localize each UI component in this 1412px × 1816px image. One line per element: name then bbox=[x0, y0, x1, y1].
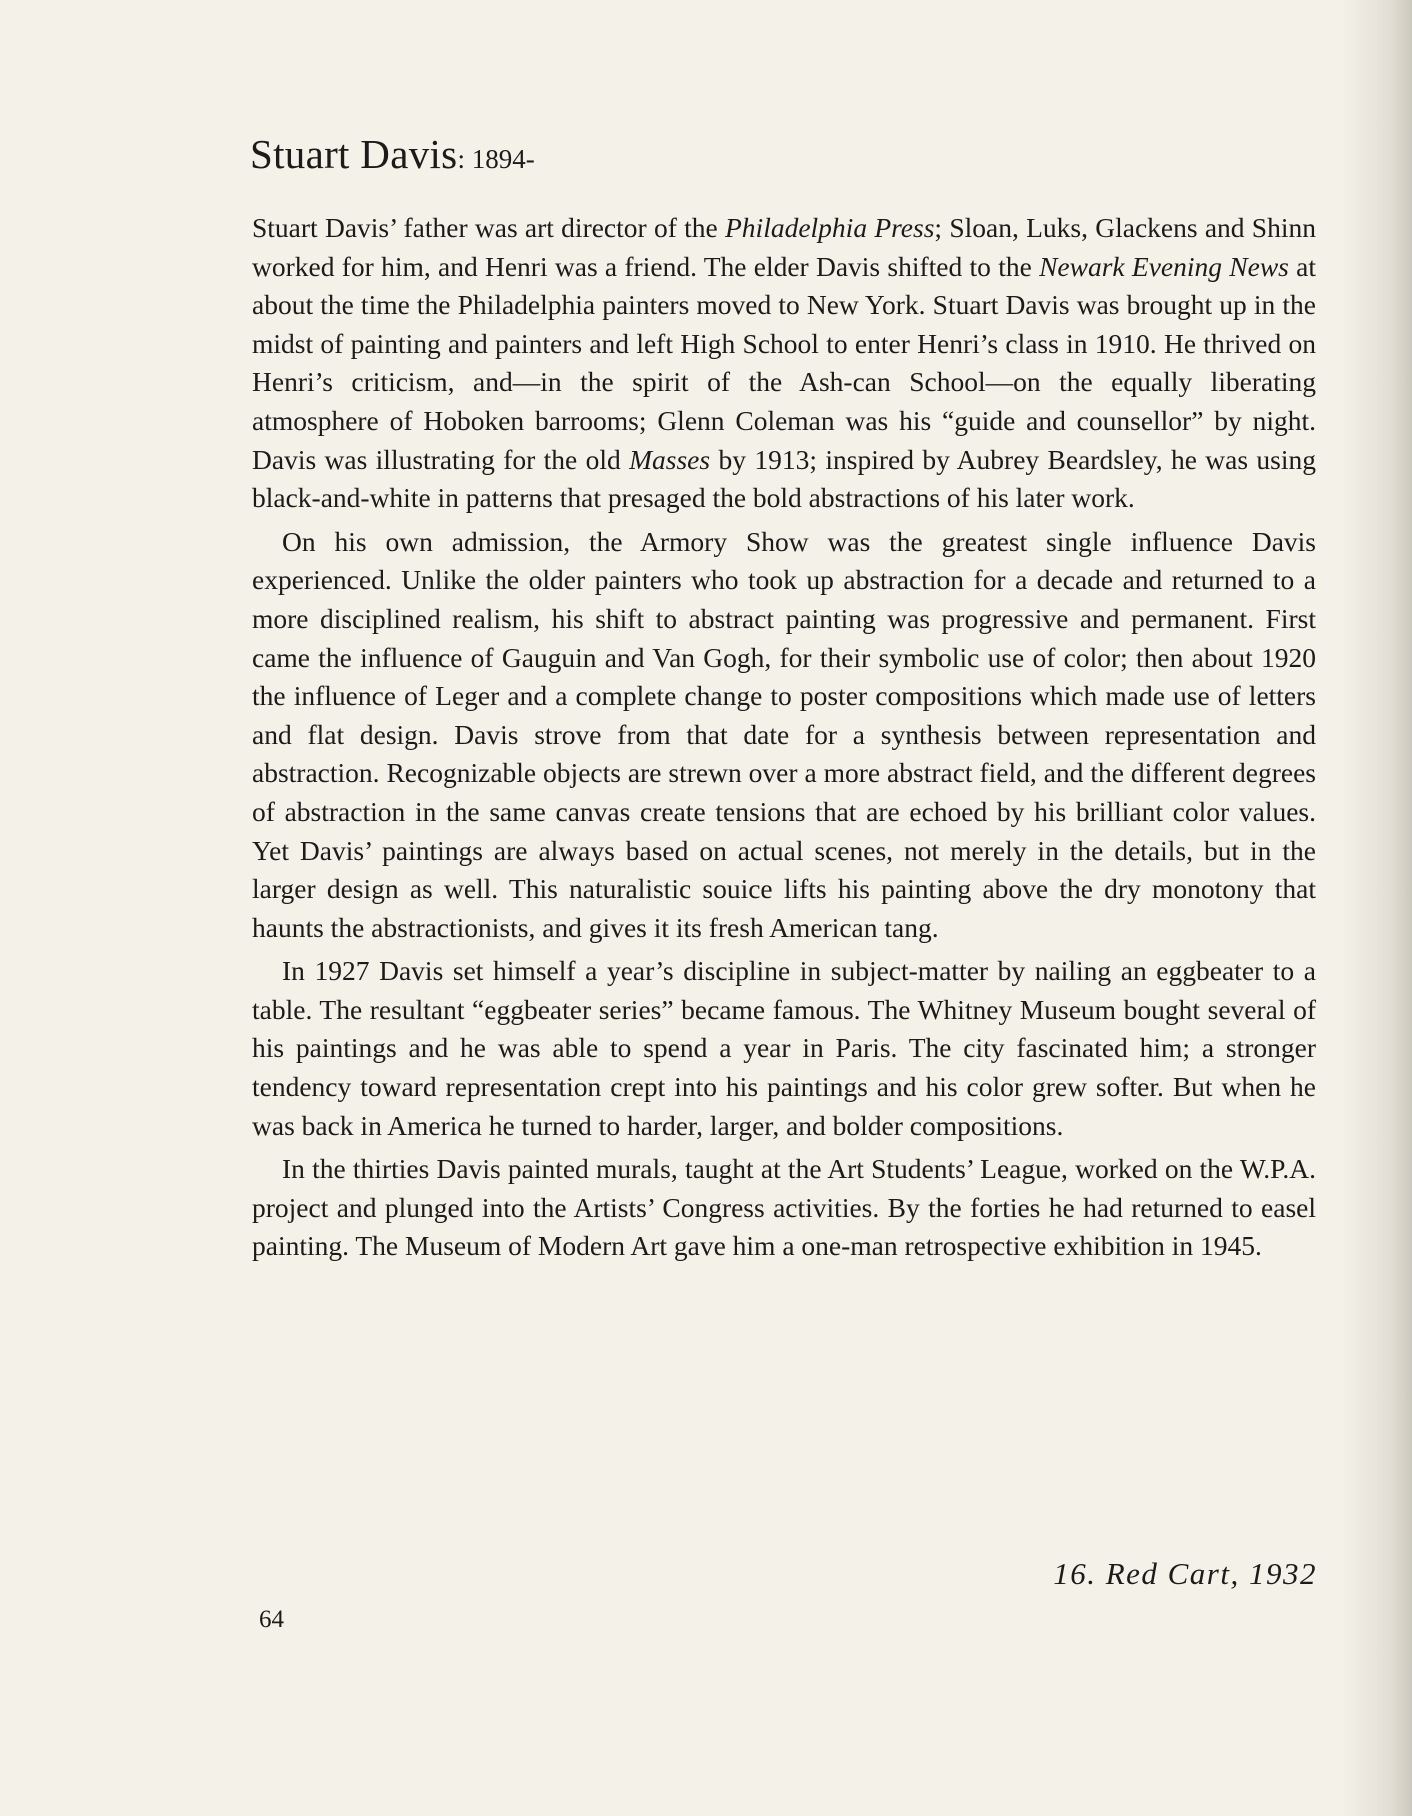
paragraph bbox=[252, 952, 1316, 1145]
page-gutter-shadow bbox=[1342, 0, 1412, 1816]
heading-separator: : bbox=[457, 144, 472, 174]
italic-title: Newark Evening News bbox=[1039, 250, 1289, 282]
italic-title: Masses bbox=[629, 443, 711, 475]
text-run: In the thirties Davis painted murals, taught at the Art Students’ League, worked on the W.P.A. project and plunged into the Artists’ Congress activities. By the forties he had returned to easel painting. The Museum of Modern Art gave him a one-man retrospective exhibition in 1945. bbox=[252, 1153, 1316, 1262]
text-run: at about the time the Philadelphia painters moved to New York. Stuart Davis was brought up in the midst of painting and painters and left High School to enter Henri’s class in 1910. He thrived on Henri’s criticism, and—in the spirit of the Ash-can School—on the equally liberating atmosphere of Hoboken barrooms; Glenn Coleman was his “guide and counsellor” by night. Davis was illustrating for the old bbox=[252, 250, 1316, 475]
paragraph bbox=[252, 1150, 1316, 1266]
paragraph bbox=[252, 209, 1316, 518]
text-run: Stuart Davis’ father was art director of the bbox=[252, 212, 725, 243]
page-title bbox=[250, 124, 535, 189]
italic-title: Philadelphia Press bbox=[725, 212, 935, 243]
biography-text bbox=[252, 209, 1316, 1271]
page-number: 64 bbox=[259, 1606, 284, 1633]
paragraph bbox=[252, 523, 1316, 948]
text-run: On his own admission, the Armory Show was the greatest single influence Davis experienced. Unlike the older painters who took up abstraction for a decade and returned to a more disciplined realism, his shift to abstract painting was progressive and permanent. First came the influence of Gauguin and Van Gogh, for their symbolic use of color; then about 1920 the influence of Leger and a complete change to poster compositions which made use of letters and flat design. Davis strove from that date for a synthesis between representation and abstraction. Recognizable objects are strewn over a more abstract field, and the different degrees of abstraction in the same canvas create tensions that are echoed by his brilliant color values. Yet Davis’ paintings are always based on actual scenes, not merely in the details, but in the larger design as well. This naturalistic souice lifts his painting above the dry monotony that haunts the abstractionists, and gives it its fresh American tang. bbox=[252, 525, 1316, 943]
text-run: ; Sloan, Luks, Glackens and Shinn worked for him, and Henri was a friend. The elder Davis shifted to the bbox=[252, 212, 1316, 282]
plate-caption: 16. Red Cart, 1932 bbox=[1053, 1556, 1317, 1591]
artist-dates: 1894- bbox=[471, 144, 535, 174]
text-run: by 1913; inspired by Aubrey Beardsley, he was using black-and-white in patterns that presaged the bold abstractions of his later work. bbox=[252, 443, 1317, 514]
text-run: In 1927 Davis set himself a year’s discipline in subject-matter by nailing an eggbeater to a table. The resultant “eggbeater series” became famous. The Whitney Museum bought several of his paintings and he was able to spend a year in Paris. The city fascinated him; a stronger tendency toward representation crept into his paintings and his color grew softer. But when he was back in America he turned to harder, larger, and bolder compositions. bbox=[252, 955, 1316, 1141]
artist-name: Stuart Davis bbox=[250, 131, 458, 177]
